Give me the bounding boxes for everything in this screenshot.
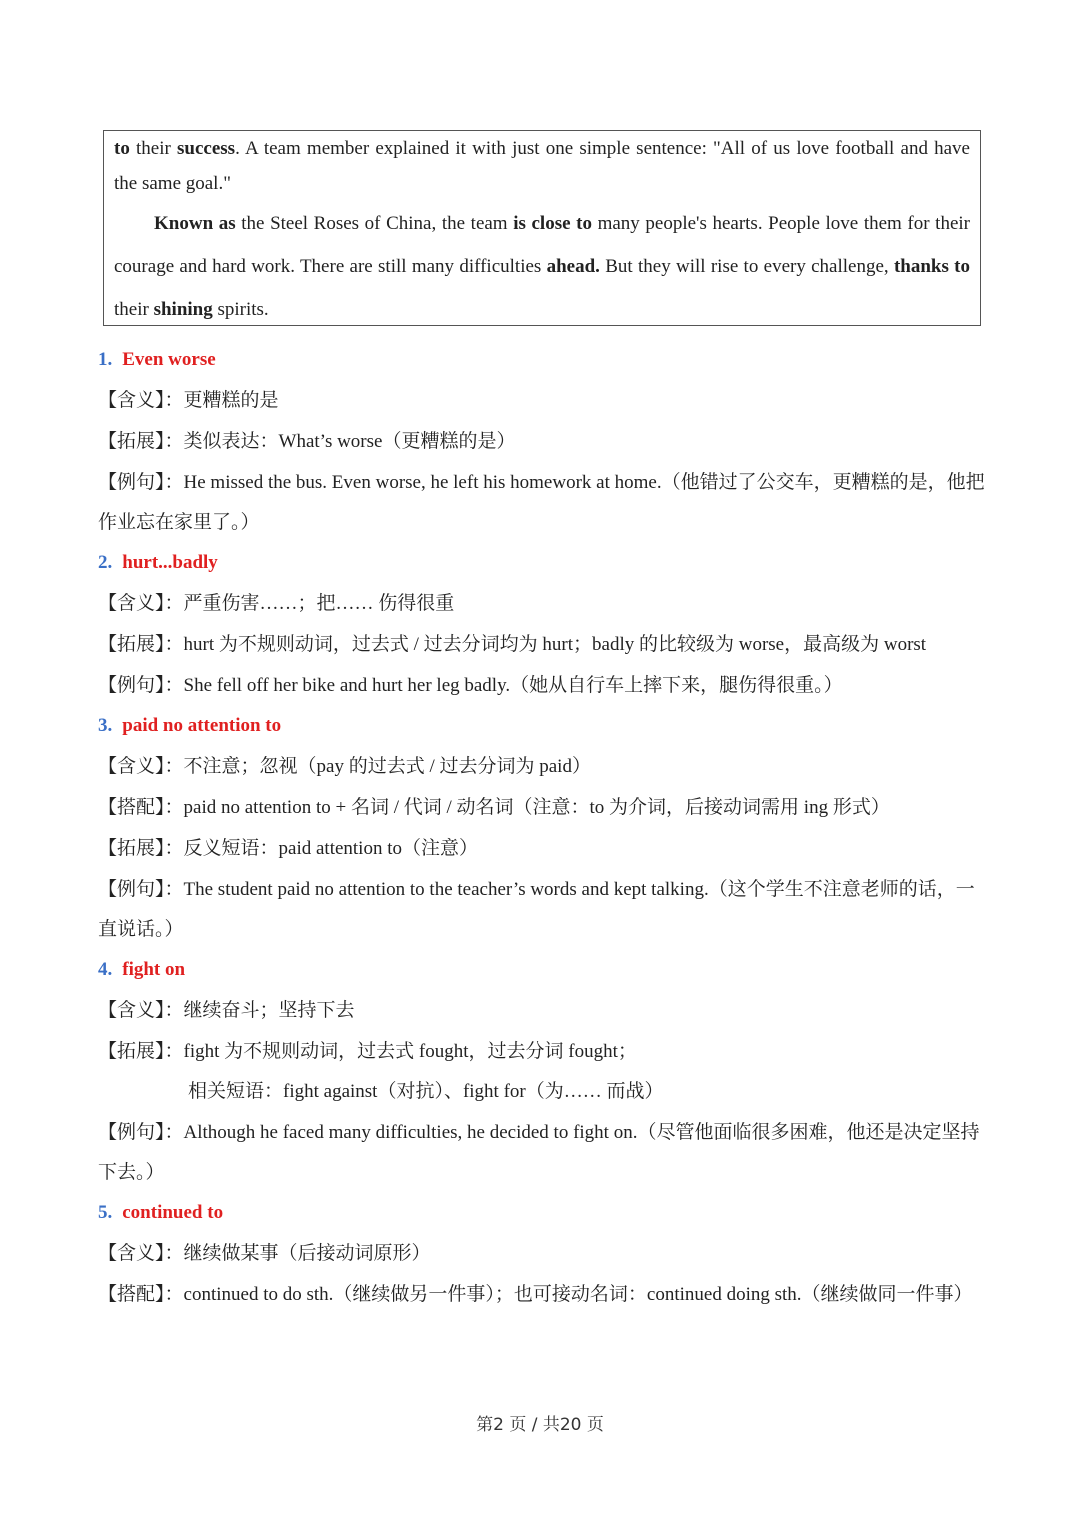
line-text: The student paid no attention to the teacher’s words and kept talking.（这个学生不注意老师的话，一直说话。） — [98, 879, 975, 940]
item-line — [98, 990, 988, 1031]
line-text: Although he faced many difficulties, he decided to fight on.（尽管他面临很多困难，他还是决定坚持下去。） — [98, 1122, 980, 1183]
line-text: 反义短语：paid attention to（注意） — [183, 838, 478, 859]
line-tag: 【拓展】： — [98, 430, 184, 452]
line-tag: 【拓展】： — [98, 837, 184, 859]
passage-text: But they will rise to every challenge, — [599, 256, 894, 277]
item-line — [98, 787, 988, 828]
item-title — [98, 340, 988, 380]
line-tag: 【含义】： — [98, 389, 184, 411]
passage-text: their — [114, 299, 154, 320]
line-tag: 【例句】： — [98, 1121, 184, 1143]
item-line — [98, 869, 988, 950]
item-phrase: hurt...badly — [122, 552, 218, 573]
bold-phrase: is close to — [513, 213, 592, 234]
passage-text: . A team member explained it with just one simple sentence: "All of us love football and have the same goal." — [114, 138, 970, 194]
line-text: paid no attention to + 名词 / 代词 / 动名词（注意：to 为介词，后接动词需用 ing 形式） — [183, 797, 890, 818]
item-title — [98, 950, 988, 990]
bold-phrase: Known as — [154, 213, 236, 234]
bold-phrase: thanks to — [893, 256, 970, 277]
item-line — [98, 583, 988, 624]
item-title — [98, 706, 988, 746]
line-tag: 【拓展】： — [98, 633, 184, 655]
item-phrase: fight on — [122, 959, 186, 980]
item-line — [98, 1233, 988, 1274]
item-line — [98, 746, 988, 787]
item-phrase: Even worse — [122, 349, 216, 370]
item-line — [98, 1274, 988, 1315]
line-tag: 【搭配】： — [98, 1283, 184, 1305]
passage-text: many people's hearts. People love them for their courage and hard work. There are still many difficulties — [114, 213, 971, 277]
line-text: 相关短语：fight against（对抗）、fight for（为…… 而战） — [188, 1081, 664, 1102]
passage-paragraph-1 — [114, 131, 970, 201]
item-line — [98, 665, 988, 706]
line-tag: 【例句】： — [98, 471, 184, 493]
bold-phrase: shining — [153, 299, 213, 320]
line-tag: 【搭配】： — [98, 796, 184, 818]
bold-phrase: to — [114, 138, 130, 159]
item-line — [98, 380, 988, 421]
bold-phrase: ahead. — [546, 256, 600, 277]
line-text: 严重伤害……；把…… 伤得很重 — [183, 593, 455, 614]
passage-text: spirits. — [212, 299, 269, 320]
line-text: continued to do sth.（继续做另一件事）；也可接动名词：continued doing sth.（继续做同一件事） — [183, 1284, 973, 1305]
line-tag: 【含义】： — [98, 1242, 184, 1264]
item-number: 5. — [98, 1202, 113, 1223]
line-text: She fell off her bike and hurt her leg badly.（她从自行车上摔下来，腿伤得很重。） — [183, 675, 843, 696]
line-tag: 【拓展】： — [98, 1040, 184, 1062]
line-text: 不注意；忽视（pay 的过去式 / 过去分词为 paid） — [183, 756, 591, 777]
reading-passage-box — [103, 130, 981, 326]
item-title — [98, 1193, 988, 1233]
vocabulary-notes — [98, 340, 988, 1315]
item-line — [98, 1072, 988, 1112]
passage-text: their — [129, 138, 178, 159]
item-phrase: paid no attention to — [122, 715, 282, 736]
item-number: 1. — [98, 349, 113, 370]
line-text: 继续做某事（后接动词原形） — [183, 1243, 431, 1264]
bold-phrase: success — [177, 138, 236, 159]
line-tag: 【例句】： — [98, 878, 184, 900]
line-tag: 【例句】： — [98, 674, 184, 696]
passage-paragraph-2 — [114, 202, 970, 331]
item-line — [98, 624, 988, 665]
line-text: He missed the bus. Even worse, he left his homework at home.（他错过了公交车，更糟糕的是，他把作业忘在家里了。） — [98, 472, 985, 533]
line-text: 继续奋斗；坚持下去 — [183, 1000, 355, 1021]
item-phrase: continued to — [122, 1202, 224, 1223]
item-line — [98, 1112, 988, 1193]
page-footer: 第2 页 / 共20 页 — [476, 1415, 604, 1435]
item-line — [98, 1031, 988, 1072]
line-tag: 【含义】： — [98, 755, 184, 777]
item-title — [98, 543, 988, 583]
line-text: 更糟糕的是 — [183, 390, 279, 411]
item-number: 3. — [98, 715, 113, 736]
passage-text: the Steel Roses of China, the team — [235, 213, 514, 234]
line-text: 类似表达：What’s worse（更糟糕的是） — [183, 431, 516, 452]
line-text: fight 为不规则动词，过去式 fought，过去分词 fought； — [183, 1041, 637, 1062]
line-text: hurt 为不规则动词，过去式 / 过去分词均为 hurt；badly 的比较级为 worse，最高级为 worst — [183, 634, 927, 655]
line-tag: 【含义】： — [98, 999, 184, 1021]
item-number: 4. — [98, 959, 113, 980]
item-line — [98, 421, 988, 462]
item-line — [98, 828, 988, 869]
item-line — [98, 462, 988, 543]
item-number: 2. — [98, 552, 113, 573]
line-tag: 【含义】： — [98, 592, 184, 614]
